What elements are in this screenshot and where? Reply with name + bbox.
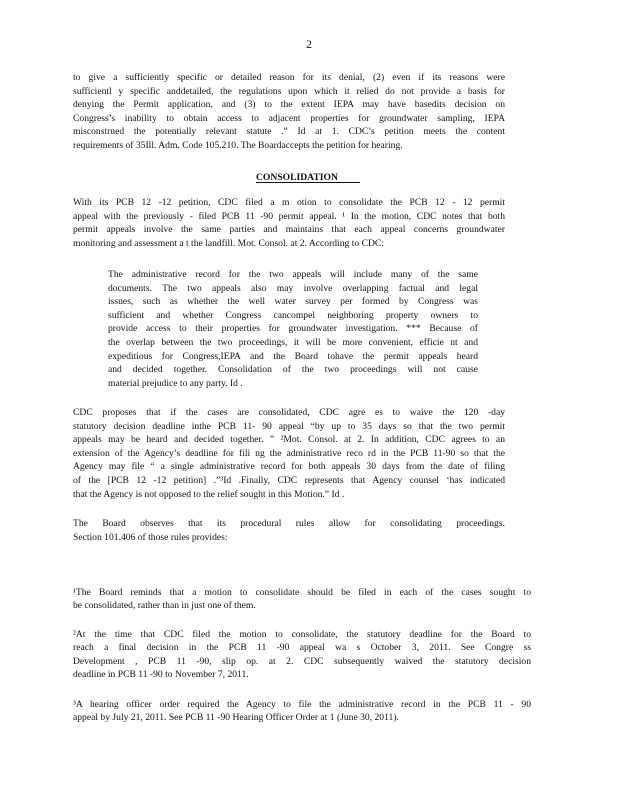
- quote-line: expeditious for Congress,IEPA and the Board tohave the permit appeals heard: [108, 350, 478, 362]
- block-quote: [108, 268, 478, 390]
- text-line: extension of the Agency’s deadline for fili ng the administrative reco rd in the PCB 11-90 so that the: [73, 447, 505, 459]
- quote-line: The administrative record for the two appeals will include many of the same: [108, 269, 478, 280]
- quote-line: issues, such as whether the well water survey per formed by Congress was: [108, 296, 478, 308]
- text-line: that the Agency is not opposed to the relief sought in this Motion.” Id .: [73, 488, 345, 500]
- text-line: denying the Permit application, and (3) to the extent IEPA may have basedits decision on: [73, 99, 505, 111]
- footnote-line: ³A hearing officer order required the Agency to file the administrative record in the PCB 11 - 90: [73, 699, 531, 710]
- heading-text: CONSOLIDATION: [256, 172, 338, 183]
- footnote-line: ¹The Board reminds that a motion to consolidate should be filed in each of the cases sought to: [73, 587, 531, 598]
- text-line: With its PCB 12 -12 petition, CDC filed a m otion to consolidate the PCB 12 - 12 permit: [73, 197, 505, 208]
- text-line: misconstrued the potentially relevant statute .” Id at 1. CDC’s petition meets the content: [73, 126, 505, 138]
- quote-line: and decided together. Consolidation of the two proceedings will not cause: [108, 364, 478, 376]
- quote-line: documents. The two appeals also may involve overlapping factual and legal: [108, 282, 478, 294]
- text-line: sufficientl y specific anddetailed, the regulations upon which it relied do not provide a basis for: [73, 85, 505, 97]
- footnote-line: be consolidated, rather than in just one of them.: [73, 600, 256, 612]
- paragraph-proposal: [73, 406, 505, 501]
- page-number: 2: [306, 37, 312, 51]
- footnote-line: reach a final decision in the PCB 11 -90 appeal wa s October 3, 2011. See Congre ss: [73, 642, 531, 654]
- paragraph-procedural-rules: [73, 517, 505, 544]
- text-line: permit appeals involve the same parties and maintains that each appeal concerns groundwater: [73, 224, 505, 236]
- text-line: statutory decision deadline inthe PCB 11- 90 appeal “by up to 35 days so that the two permit: [73, 420, 505, 432]
- quote-line: sufficient and whether Congress cancompel neighboring property owners to: [108, 309, 478, 321]
- footnote-line: Development , PCB 11 -90, slip op. at 2. CDC subsequently waived the statutory decision: [73, 655, 531, 667]
- footnote-3: [73, 698, 531, 725]
- text-line: monitoring and assessment a t the landfill. Mot. Consol. at 2. According to CDC:: [73, 237, 384, 249]
- quote-line: provide access to their properties for groundwater investigation. *** Because of: [108, 323, 478, 335]
- quote-line: material prejudice to any party. Id .: [108, 377, 243, 389]
- text-line: Agency may file “ a single administrative record for both appeals 30 days from the date of filing: [73, 461, 505, 473]
- footnote-line: ²At the time that CDC filed the motion to consolidate, the statutory deadline for the Board to: [73, 629, 531, 640]
- section-heading: [256, 172, 360, 183]
- text-line: to give a sufficiently specific or detailed reason for its denial, (2) even if its reasons were: [73, 72, 505, 83]
- text-line: The Board observes that its procedural rules allow for consolidating proceedings.: [73, 518, 505, 529]
- footnote-2: [73, 628, 531, 682]
- footnote-line: appeal by July 21, 2011. See PCB 11 -90 Hearing Officer Order at 1 (June 30, 2011).: [73, 712, 399, 724]
- text-line: appeals may be heard and decided together. ” ²Mot. Consol. at 2. In addition, CDC agrees to an: [73, 434, 505, 446]
- text-line: Congress’s inability to obtain access to adjacent properties for groundwater sampling, IEPA: [73, 112, 505, 124]
- quote-line: the overlap between the two proceedings, it will be more convenient, efficie nt and: [108, 336, 478, 348]
- footnote-line: deadline in PCB 11 -90 to November 7, 2011.: [73, 669, 249, 681]
- text-line: appeal with the previously - filed PCB 11 -90 permit appeal. ¹ In the motion, CDC notes that both: [73, 210, 505, 222]
- text-line: Section 101.406 of those rules provides:: [73, 531, 228, 543]
- footnote-1: [73, 586, 531, 613]
- text-line: of the [PCB 12 -12 petition] .”³Id .Finally, CDC represents that Agency counsel ‘has indicated: [73, 474, 505, 486]
- paragraph-motion: [73, 196, 505, 250]
- paragraph-denial-reasons: [73, 71, 505, 153]
- text-line: requirements of 35Ill. Adm. Code 105.210. The Boardaccepts the petition for hearing.: [73, 139, 403, 151]
- text-line: CDC proposes that if the cases are consolidated, CDC agre es to waive the 120 -day: [73, 407, 505, 418]
